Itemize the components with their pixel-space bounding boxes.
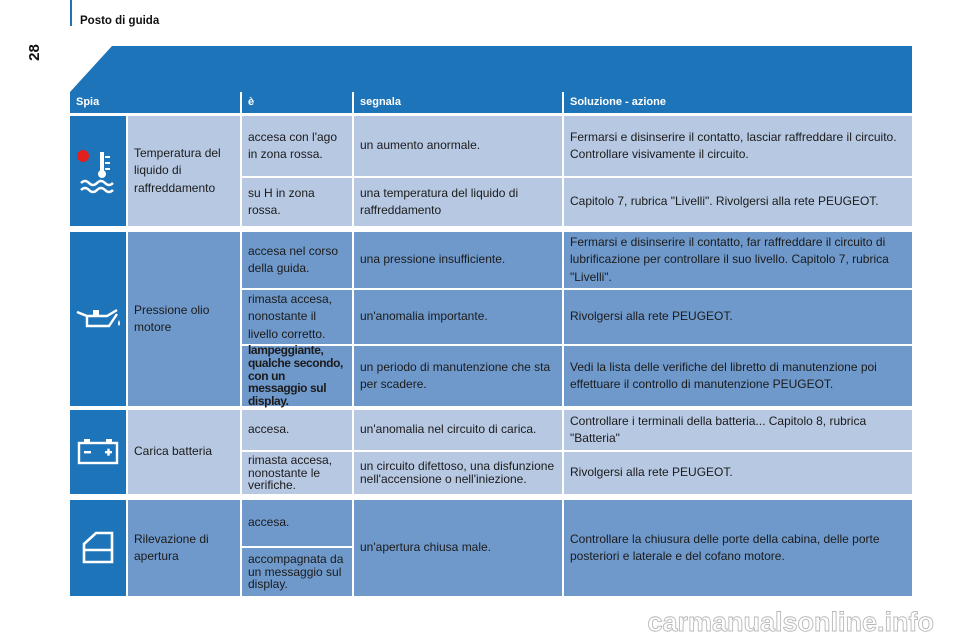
signal-cell: un periodo di manutenzione che sta per scadere. <box>354 346 562 406</box>
warning-name: Rilevazione di apertura <box>128 500 240 596</box>
action-cell: Rivolgersi alla rete PEUGEOT. <box>564 290 912 344</box>
state-cell: accesa. <box>242 500 352 546</box>
header-state: è <box>242 92 352 113</box>
action-cell: Controllare i terminali della batteria... Capitolo 8, rubrica "Batteria" <box>564 410 912 450</box>
warning-name: Temperatura del liquido di raffreddamento <box>128 116 240 226</box>
warning-name: Pressione olio motore <box>128 232 240 406</box>
page-title: Posto di guida <box>80 15 160 27</box>
action-cell: Capitolo 7, rubrica "Livelli". Rivolgersi alla rete PEUGEOT. <box>564 178 912 226</box>
margin-rule <box>70 0 72 26</box>
state-cell: accesa nel corso della guida. <box>242 232 352 288</box>
oil-pressure-icon <box>70 232 126 406</box>
state-cell: accesa con l'ago in zona rossa. <box>242 116 352 176</box>
state-cell: su H in zona rossa. <box>242 178 352 226</box>
header-spia: Spia <box>70 92 240 113</box>
coolant-temperature-icon <box>70 116 126 226</box>
state-cell: accesa. <box>242 410 352 450</box>
action-cell: Vedi la lista delle verifiche del libretto di manutenzione poi effettuare il controllo di manutenzione PEUGEOT. <box>564 346 912 406</box>
watermark-logo <box>540 604 940 640</box>
signal-cell: un'anomalia nel circuito di carica. <box>354 410 562 450</box>
section-banner <box>70 46 912 92</box>
state-cell: accompagnata da un messaggio sul display. <box>242 548 352 596</box>
page-number: 28 <box>25 44 43 61</box>
state-cell: rimasta accesa, nonostante le verifiche. <box>242 452 352 494</box>
svg-text:carmanualsonline.info: carmanualsonline.info <box>647 607 934 637</box>
signal-cell: un'apertura chiusa male. <box>354 500 562 596</box>
state-cell: lampeggiante, qualche secondo, con un messaggio sul display. <box>242 346 352 406</box>
state-cell: rimasta accesa, nonostante il livello corretto. <box>242 290 352 344</box>
action-cell: Fermarsi e disinserire il contatto, lasciar raffreddare il circuito. Controllare visivamente il circuito. <box>564 116 912 176</box>
action-cell: Fermarsi e disinserire il contatto, far raffreddare il circuito di lubrificazione per controllare il suo livello. Capitolo 7, rubrica "Livelli". <box>564 232 912 288</box>
signal-cell: una temperatura del liquido di raffreddamento <box>354 178 562 226</box>
battery-icon <box>70 410 126 494</box>
signal-cell: una pressione insufficiente. <box>354 232 562 288</box>
warning-name: Carica batteria <box>128 410 240 494</box>
door-open-icon <box>70 500 126 596</box>
signal-cell: un aumento anormale. <box>354 116 562 176</box>
signal-cell: un'anomalia importante. <box>354 290 562 344</box>
signal-cell: un circuito difettoso, una disfunzione nell'accensione o nell'iniezione. <box>354 452 562 494</box>
action-cell: Controllare la chiusura delle porte della cabina, delle porte posteriori e laterale e del cofano motore. <box>564 500 912 596</box>
header-signal: segnala <box>354 92 562 113</box>
header-action: Soluzione - azione <box>564 92 912 113</box>
action-cell: Rivolgersi alla rete PEUGEOT. <box>564 452 912 494</box>
